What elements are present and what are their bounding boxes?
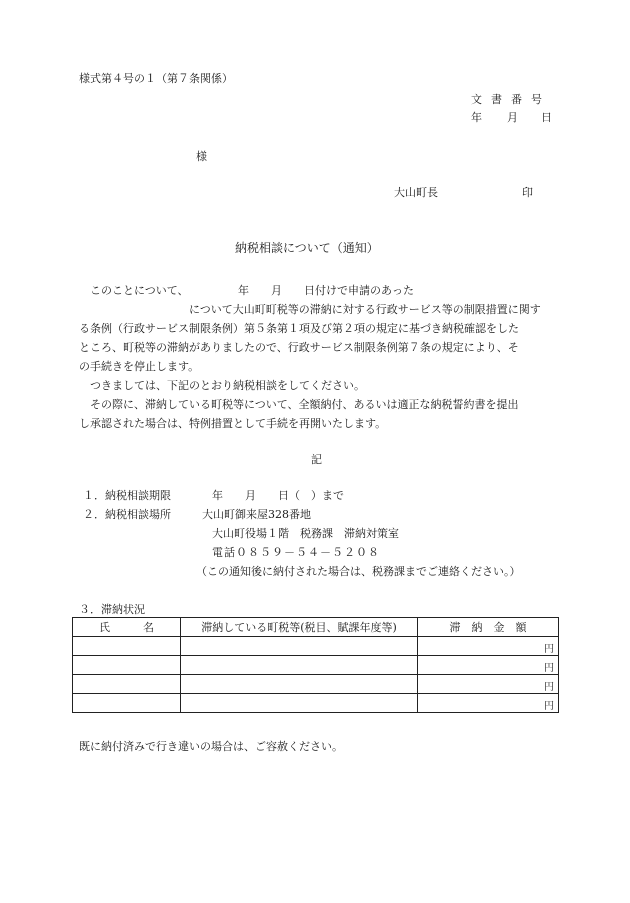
- place-phone: 電話０８５９－５４－５２０８: [212, 546, 380, 559]
- seal-mark: 印: [522, 186, 533, 199]
- column-header-tax: 滞納している町税等(税目、賦課年度等): [181, 618, 418, 637]
- name-cell: [73, 694, 181, 713]
- body-line: の手続きを停止します。: [79, 360, 200, 373]
- sender-title: 大山町長: [394, 186, 438, 199]
- table-row: [73, 656, 559, 675]
- place-label: ２．納税相談場所: [83, 508, 171, 521]
- name-cell: [73, 637, 181, 656]
- tax-cell: [181, 675, 418, 694]
- table-row: [73, 637, 559, 656]
- issue-date-month: 月: [507, 111, 518, 124]
- arrears-table: [72, 617, 559, 713]
- column-header-amount: 滞 納 金 額: [418, 618, 559, 637]
- body-line: る条例（行政サービス制限条例）第５条第１項及び第２項の規定に基づき納税確認をした: [79, 322, 519, 335]
- addressee-suffix: 様: [196, 150, 207, 163]
- deadline-value: 年 月 日（ ）まで: [212, 489, 344, 502]
- issue-date-year: 年: [471, 111, 482, 124]
- name-cell: [73, 656, 181, 675]
- body-line: その際に、滞納している町税等について、全額納付、あるいは適正な納税誓約書を提出: [79, 398, 519, 411]
- body-line: し承認された場合は、特例措置として手続を再開いたします。: [79, 417, 387, 430]
- notice-body: [79, 281, 551, 433]
- amount-cell: 円: [418, 637, 559, 656]
- amount-cell: 円: [418, 694, 559, 713]
- deadline-label: １．納税相談期限: [83, 489, 171, 502]
- body-line: このことについて、 年 月 日付けで申請のあった: [79, 284, 414, 297]
- name-cell: [73, 675, 181, 694]
- table-row: [73, 675, 559, 694]
- body-line: について大山町町税等の滞納に対する行政サービス等の制限措置に関す: [79, 303, 541, 316]
- document-number-label: 文書番号: [471, 93, 551, 106]
- tax-cell: [181, 637, 418, 656]
- table-header-row: [73, 618, 559, 637]
- place-office: 大山町役場１階 税務課 滞納対策室: [212, 527, 399, 540]
- body-line: ところ、町税等の滞納がありましたので、行政サービス制限条例第７条の規定により、そ: [79, 341, 519, 354]
- tax-cell: [181, 656, 418, 675]
- ki-heading: 記: [311, 453, 322, 466]
- place-note: （この通知後に納付された場合は、税務課までご連絡ください。）: [196, 565, 521, 578]
- place-address: 大山町御来屋328番地: [202, 508, 311, 521]
- amount-cell: 円: [418, 656, 559, 675]
- amount-cell: 円: [418, 675, 559, 694]
- column-header-name: 氏 名: [73, 618, 181, 637]
- form-number: 様式第４号の１（第７条関係）: [79, 72, 233, 85]
- body-line: つきましては、下記のとおり納税相談をしてください。: [79, 379, 365, 392]
- issue-date-day: 日: [541, 111, 552, 124]
- table-row: [73, 694, 559, 713]
- arrears-heading: ３．滞納状況: [79, 603, 145, 616]
- closing-note: 既に納付済みで行き違いの場合は、ご容赦ください。: [79, 740, 343, 753]
- document-title: 納税相談について（通知）: [235, 241, 379, 255]
- tax-cell: [181, 694, 418, 713]
